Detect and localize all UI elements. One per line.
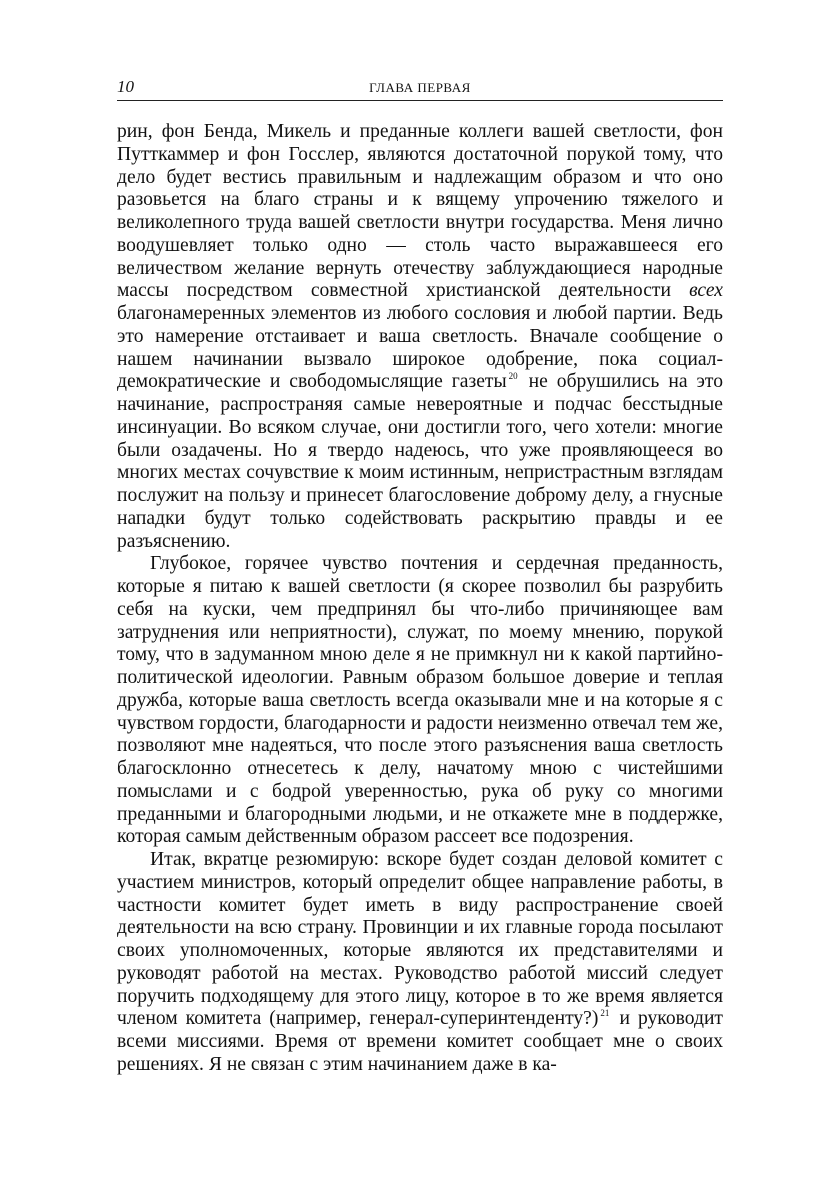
page-number: 10 bbox=[117, 77, 134, 96]
paragraph-1 bbox=[117, 121, 723, 553]
running-head bbox=[117, 77, 723, 101]
paragraph-1-text-a: рин, фон Бенда, Микель и преданные коллеги вашей светлости, фон Путткаммер и фон Госслер, являются достаточной порукой тому, что дело будет вестись правильным и надлежащим образом и что оно разовьется на благо страны и к вящему упрочению тяжелого и великолепного труда вашей светлости внутри государства. Меня лично воодушевляет только одно — столь часто выражавшееся его величеством желание вернуть отечеству заблуждающиеся народные массы посредством совместной христианской деятельности bbox=[117, 121, 723, 302]
paragraph-3-text-a: Итак, вкратце резюмирую: вскоре будет создан деловой комитет с участием министров, который определит общее направление работы, в частности комитет будет иметь в виду распространение своей деятельности на всю страну. Провинции и их главные города посылают своих уполномоченных, которые являются их представителями и руководят работой на местах. Руководство работой миссий следует поручить подходящему для этого лицу, которое в то же время является членом комитета (например, генерал-суперинтенденту?) bbox=[117, 849, 723, 1030]
paragraph-2: Глубокое, горячее чувство почтения и сердечная преданность, которые я питаю к вашей светлости (я скорее позволил бы разрубить себя на куски, чем предпринял бы что-либо причиняющее вам затруднения или неприятности), служат, по моему мнению, порукой тому, что в задуманном мною деле я не примкнул ни к какой партийно-политической идеологии. Равным образом большое доверие и теплая дружба, которые ваша светлость всегда оказывали мне и на которые я с чувством гордости, благодарности и радости неизменно отвечал тем же, позволяют мне надеяться, что после этого разъяснения ваша светлость благосклонно отнесетесь к делу, начатому мною с чистейшими помыслами и с бодрой уверенностью, рука об руку со многими преданными и благородными людьми, и не откажете мне в поддержке, которая самым действенным образом рассеет все подозрения. bbox=[117, 553, 723, 848]
body-text bbox=[117, 121, 723, 1077]
footnote-marker-21[interactable]: 21 bbox=[600, 1008, 610, 1019]
header-rule bbox=[117, 100, 723, 101]
paragraph-1-text-b: благонамеренных элементов из любого сословия и любой партии. Ведь это намерение отстаивает и ваша светлость. Вначале сообщение о нашем начинании вызвало широкое одобрение, пока социал-демократические и свободомыслящие газеты bbox=[117, 303, 723, 393]
paragraph-3-text-b: и руководит всеми миссиями. Время от времени комитет сообщает мне о своих решениях. Я не связан с этим начинанием даже в ка- bbox=[117, 1008, 723, 1075]
paragraph-3 bbox=[117, 849, 723, 1077]
paragraph-1-text-c: не обрушились на это начинание, распространяя самые невероятные и подчас бесстыдные инсинуации. Во всяком случае, они достигли того, чего хотели: многие были озадачены. Но я твердо надеюсь, что уже проявляющееся во многих местах сочувствие к моим истинным, непристрастным взглядам послужит на пользу и принесет благословение доброму делу, а гнусные нападки будут только содействовать раскрытию правды и ее разъяснению. bbox=[117, 371, 723, 552]
chapter-title: ГЛАВА ПЕРВАЯ bbox=[369, 80, 471, 95]
footnote-marker-20[interactable]: 20 bbox=[508, 371, 518, 382]
emphasis-word: всех bbox=[689, 280, 723, 302]
